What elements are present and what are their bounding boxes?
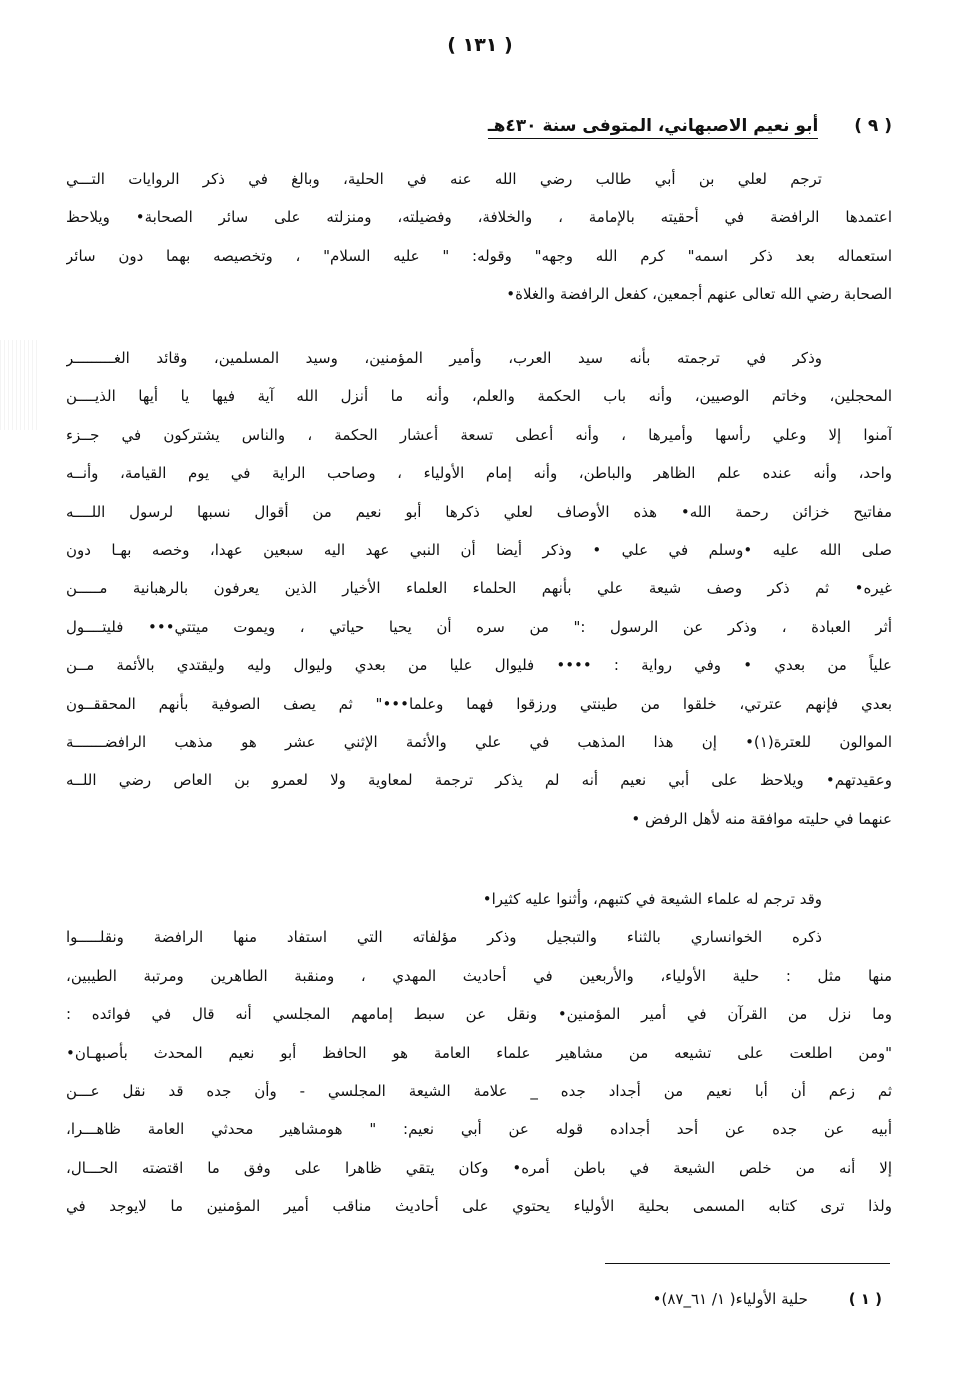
paragraph-line: عنهما في حليته موافقة منه لأهل الرفض •	[631, 809, 892, 828]
paragraph-line: وعقيدتهم• ويلاحظ على أبي نعيم أنه لم يذكر ترجمة لمعاوية ولا لعمرو بن العاص رضي اللــه	[66, 771, 892, 790]
paragraph-line: إلا أنه من خلص الشيعة في باطن أمره• وكان يتقي ظاهرا على وفق ما اقتضته الحـــال،	[66, 1158, 892, 1177]
paragraph-line: بعدي فإنهم عترتي، خلقوا من طينتي ورزقوا فهما وعلما•••" ثم يصف الصوفية بأنهم المحققــون	[66, 694, 892, 713]
paragraph-line: منها مثل : حلية الأولياء، والأربعين في أحاديث المهدي ، ومنقبة الطاهرين ومرتبة الطيبين،	[66, 966, 892, 985]
paragraph-line: وقد ترجم له علماء الشيعة في كتبهم، وأثنوا عليه كثيرا•	[482, 890, 822, 908]
footnote-divider	[605, 1263, 890, 1264]
scan-margin-noise	[0, 340, 40, 430]
section-heading	[62, 116, 892, 139]
paragraph-1	[66, 160, 892, 314]
paragraph-line: آمنوا إلا وعلي رأسها وأميرها ، وأنه أعطى تسعة أعشار الحكمة ، والناس يشتركون في جــزء	[66, 425, 892, 444]
footnote-number: ( ١ )	[848, 1290, 882, 1308]
page-number: ( ١٣١ )	[447, 34, 513, 56]
footnote	[482, 1290, 882, 1308]
paragraph-line: واحد، وأنه عنده علم الظاهر والباطن، وأنه إمام الأولياء ، وصاحب الراية في يوم القيامة، وأنــه	[66, 464, 892, 483]
section-number: ( ٩ )	[854, 116, 892, 136]
paragraph-line: صلى الله عليه •وسلم في علي • وذكر أيضا أن النبي عهد اليه سبعين عهدا، وخصه بهـا دون	[66, 540, 892, 559]
footnote-text: حلية الأولياء( ١/ ٦١_٨٧)•	[652, 1290, 808, 1308]
paragraph-2	[66, 339, 892, 838]
section-title: أبو نعيم الاصبهاني، المتوفى سنة ٤٣٠هـ	[488, 116, 818, 139]
paragraph-line: الصحابة رضي الله تعالى عنهم أجمعين، كفعل الرافضة والغلاة•	[506, 285, 892, 304]
paragraph-line: مفاتيح خزائن رحمة الله• هذه الأوصاف لعلي ذكرها أبو نعيم من أقوال نسبها لرسول اللــــه	[66, 502, 892, 521]
paragraph-line: وذكر في ترجمته بأنه سيد العرب، وأمير المؤمنين، وسيد المسلمين، وقائد الغـــــــــر	[66, 349, 822, 367]
paragraph-line: ولذا ترى كتابه المسمى بحلية الأولياء يحتوي على أحاديث مناقب أمير المؤمنين ما لايوجد في	[66, 1197, 892, 1216]
paragraph-line: ترجم لعلي بن أبي طالب رضي الله عنه في الحلية، وبالغ في ذكر الروايات التـــي	[66, 170, 822, 188]
paragraph-line: اعتمدها الرافضة في أحقيته بالإمامة ، والخلافة، وفضيلته، ومنزلته على سائر الصحابة• ويلاحظ	[66, 208, 892, 227]
paragraph-line: علياً من بعدي • وفي رواية : •••• فليوال عليا من بعدي وليوال وليه وليقتدي بالأئمة مــن	[66, 656, 892, 675]
paragraph-line: "ومن اطلعت على تشيعه من مشاهير علماء العامة هو الحافظ أبو نعيم المحدث بأصبهـان•	[66, 1043, 892, 1062]
paragraph-line: ذكره الخوانساري بالثناء والتبجيل وذكر مؤلفاته التي استفاد منها الرافضة ونقلـــــوا	[66, 928, 822, 947]
paragraph-line: المحجلين، وخاتم الوصيين، وأنه باب الحكمة والعلم، وأنه ما أنزل الله آية فيها يا أيها الذيــــن	[66, 387, 892, 406]
paragraph-line: وما نزل من القرآن في أمير المؤمنين• ونقل عن سبط إمامهم المجلسي أنه قال في فوائده :	[66, 1005, 892, 1024]
paragraph-3	[66, 880, 892, 1226]
paragraph-line: ثم زعم أن أبا نعيم من أجداد جده _ علامة الشيعة المجلسي - وأن جده قد نقل عـــن	[66, 1081, 892, 1100]
paragraph-line: استعماله بعد ذكر اسمه" كرم الله وجهه" وقوله: " عليه السلام" ، وتخصيصه بهما دون سائر	[66, 246, 892, 265]
paragraph-line: أثر العبادة ، وذكر عن الرسول :" من سره أن يحيا حياتي ، ويموت ميتتي••• فليتــــول	[66, 617, 892, 636]
paragraph-line: غيره• ثم ذكر وصف شيعة علي بأنهم الحلماء العلماء الأخيار الذين يعرفون بالرهبانية مـــــن	[66, 579, 892, 598]
paragraph-line: الموالون للعترة(١)• إن هذا المذهب في علي والأئمة الإثني عشر هو مذهب الرافضـــــــة	[66, 732, 892, 751]
paragraph-line: أبيه عن جده عن أحد أجداده قوله عن أبي نعيم: " هومشاهير محدثي العامة ظاهـــرا،	[66, 1120, 892, 1139]
